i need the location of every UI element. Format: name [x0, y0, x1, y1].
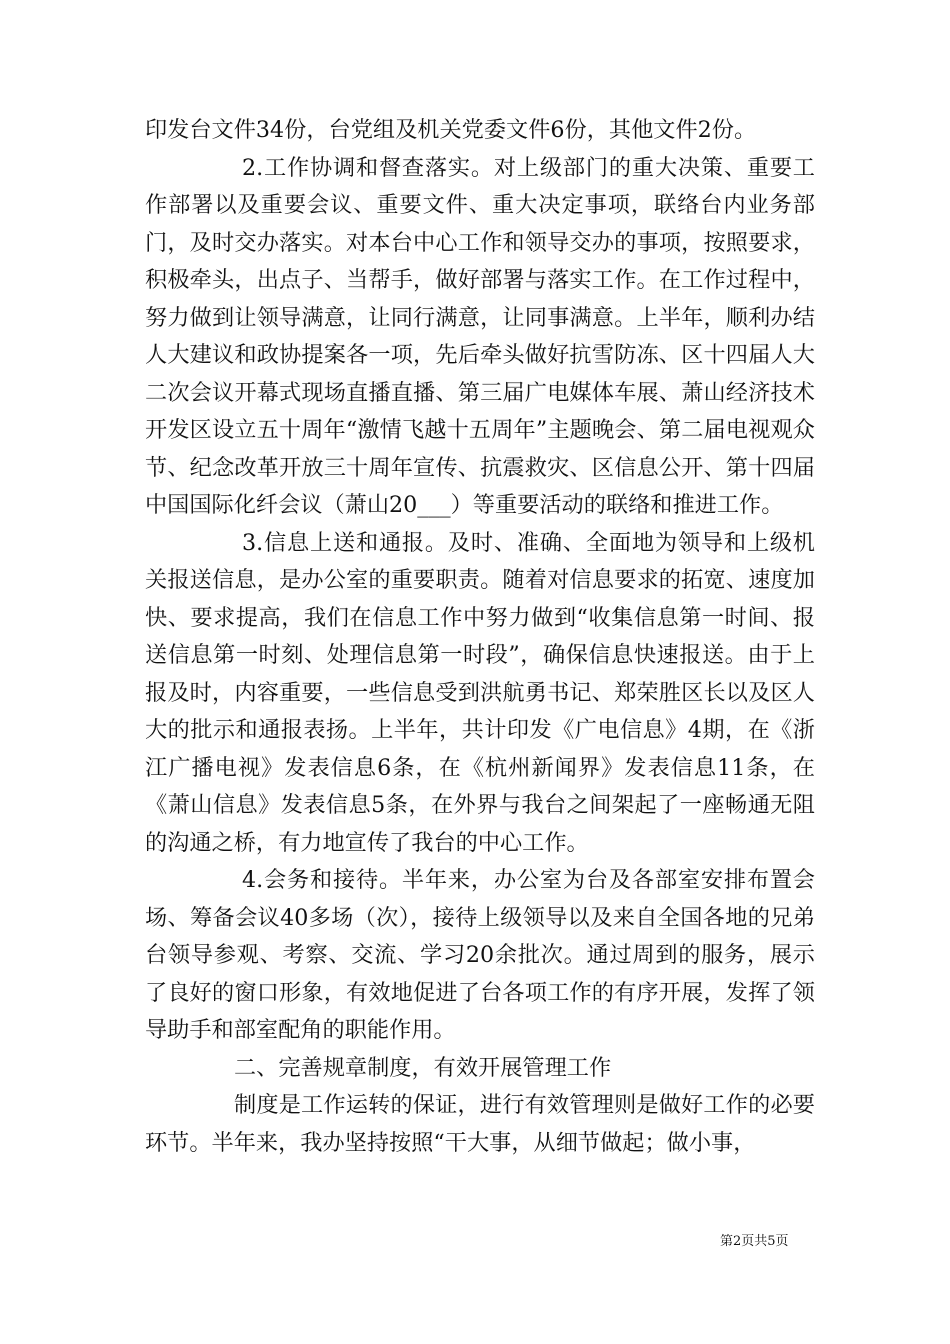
paragraph-information: 3.信息上送和通报。及时、准确、全面地为领导和上级机关报送信息，是办公室的重要职责。随着对信息要求的拓宽、速度加快、要求提高，我们在信息工作中努力做到“收集信息第一时间、报送信息第一时刻、处理信息第一时段”，确保信息快速报送。由于上报及时，内容重要，一些信息受到洪航勇书记、郑荣胜区长以及区人大的批示和通报表扬。上半年，共计印发《广电信息》4期，在《浙江广播电视》发表信息6条，在《杭州新闻界》发表信息11条，在《萧山信息》发表信息5条，在外界与我台之间架起了一座畅通无阻的沟通之桥，有力地宣传了我台的中心工作。 — [145, 529, 815, 856]
paragraph-regulations: 制度是工作运转的保证，进行有效管理则是做好工作的必要环节。半年来，我办坚持按照“干大事，从细节做起；做小事， — [145, 1092, 815, 1156]
section-heading: 二、完善规章制度，有效开展管理工作 — [234, 1054, 612, 1081]
page-number-footer: 第2页共5页 — [720, 1234, 789, 1249]
paragraph-continuation: 印发台文件34份，台党组及机关党委文件6份，其他文件2份。 — [145, 117, 757, 143]
paragraph-meetings: 4.会务和接待。半年来，办公室为台及各部室安排布置会场、筹备会议40多场（次），接待上级领导以及来自全国各地的兄弟台领导参观、考察、交流、学习20余批次。通过周到的服务，展示了良好的窗口形象，有效地促进了台各项工作的有序开展，发挥了领导助手和部室配角的职能作用。 — [145, 867, 815, 1043]
paragraph-coordination: 2.工作协调和督查落实。对上级部门的重大决策、重要工作部署以及重要会议、重要文件、重大决定事项，联络台内业务部门，及时交办落实。对本台中心工作和领导交办的事项，按照要求，积极牵头，出点子、当帮手，做好部署与落实工作。在工作过程中，努力做到让领导满意，让同行满意，让同事满意。上半年，顺利办结人大建议和政协提案各一项，先后牵头做好抗雪防冻、区十四届人大二次会议开幕式现场直播直播、第三届广电媒体车展、萧山经济技术开发区设立五十周年“激情飞越十五周年”主题晚会、第二届电视观众节、纪念改革开放三十周年宣传、抗震救灾、区信息公开、第十四届中国国际化纤会议（萧山20___）等重要活动的联络和推进工作。 — [145, 154, 815, 518]
document-body — [145, 112, 815, 1162]
